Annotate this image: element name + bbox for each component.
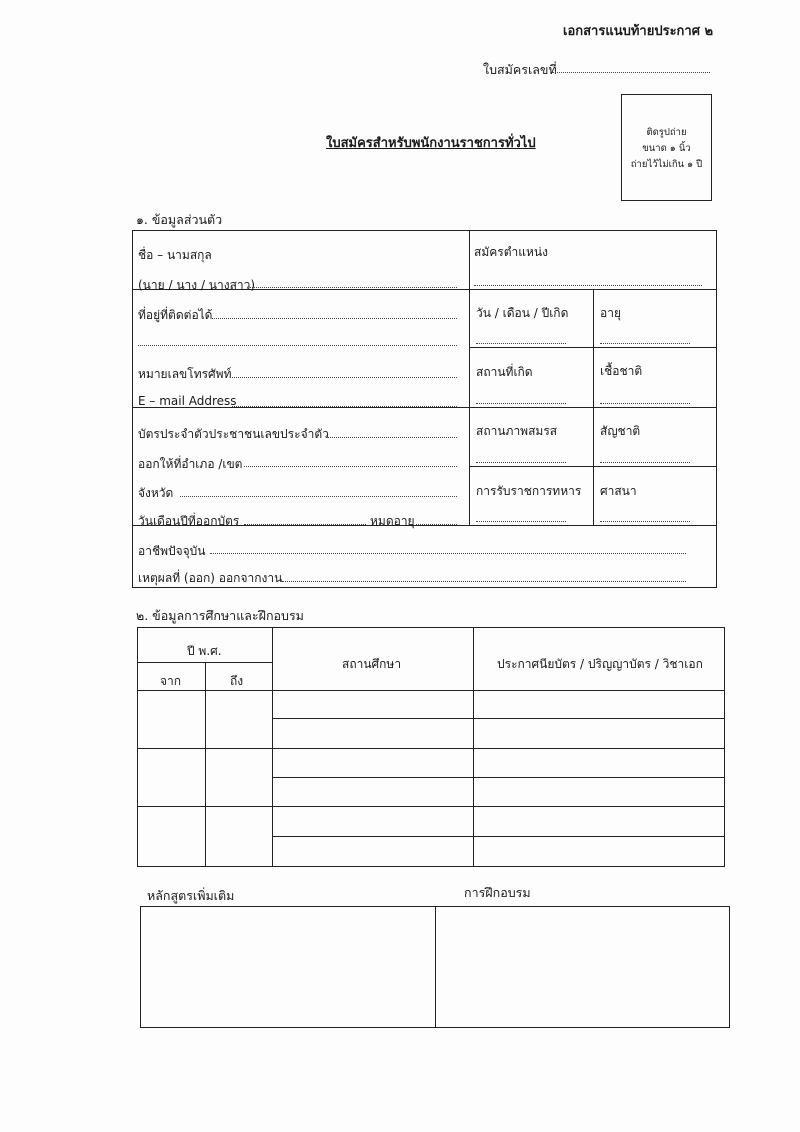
year-header: ปี พ.ศ. [187,644,222,658]
religion-field[interactable] [600,521,690,522]
age-label: อายุ [600,306,621,320]
id-card-label: บัตรประจำตัวประชาชนเลขประจำตัว [138,427,329,441]
nationality-label: สัญชาติ [600,424,641,438]
military-service-field[interactable] [476,521,566,522]
ethnicity-field[interactable] [600,403,690,404]
divider [205,662,206,867]
phone-label: หมายเลขโทรศัพท์ [138,367,232,381]
degree-header: ประกาศนียบัตร / ปริญญาบัตร / วิชาเอก [497,657,703,671]
province-field[interactable] [180,496,457,497]
id-card-field[interactable] [326,437,457,438]
extra-courses-field[interactable] [142,908,433,1026]
training-label: การฝึกอบรม [464,885,531,900]
divider [593,289,594,525]
address-field-1[interactable] [212,318,457,319]
leave-reason-label: เหตุผลที่ (ออก) ออกจากงาน [138,571,283,585]
name-label: ชื่อ – นามสกุล [138,248,212,262]
divider [272,836,725,837]
province-label: จังหวัด [138,486,174,500]
birth-date-label: วัน / เดือน / ปีเกิด [476,306,569,320]
divider [469,230,470,525]
email-label: E – mail Address [138,394,237,408]
position-field[interactable] [474,285,702,286]
birth-date-field[interactable] [476,343,566,344]
photo-note-line1: ติดรูปถ่าย [646,127,687,138]
section1-heading: ๑. ข้อมูลส่วนตัว [136,212,223,227]
divider [137,806,725,807]
expiry-field[interactable] [416,524,457,525]
email-field[interactable] [232,406,457,407]
name-field[interactable] [250,287,457,288]
divider [137,690,725,691]
divider [272,718,725,719]
application-number-label: ใบสมัครเลขที่ [483,62,557,77]
title-options-label: (นาย / นาง / นางสาว) [138,278,256,292]
address-field-2[interactable] [138,345,457,346]
address-label: ที่อยู่ที่ติดต่อได้ [138,308,213,322]
from-header: จาก [160,674,182,688]
section2-heading: ๒. ข้อมูลการศึกษาและฝึกอบรม [136,608,304,623]
form-title: ใบสมัครสำหรับพนักงานราชการทั่วไป [326,136,536,151]
phone-field[interactable] [230,377,457,378]
divider [435,906,436,1028]
issued-district-label: ออกให้ที่อำเภอ /เขต [138,457,243,471]
application-number-field[interactable] [552,72,710,73]
nationality-field[interactable] [600,462,690,463]
religion-label: ศาสนา [600,484,637,498]
photo-placeholder[interactable] [621,94,712,201]
training-field[interactable] [437,908,728,1026]
expiry-label: หมดอายุ [370,514,415,528]
issued-district-field[interactable] [244,466,457,467]
extra-courses-label: หลักสูตรเพิ่มเติม [147,888,235,903]
divider [137,662,272,663]
leave-reason-field[interactable] [282,581,686,582]
divider [272,627,273,867]
occupation-label: อาชีพปัจจุบัน [138,544,206,558]
issue-date-label: วันเดือนปีที่ออกบัตร [138,514,240,528]
occupation-field[interactable] [210,553,686,554]
position-label: สมัครตำแหน่ง [474,245,548,259]
divider [473,627,474,867]
ethnicity-label: เชื้อชาติ [600,364,643,378]
birthplace-label: สถานที่เกิด [476,365,533,379]
military-service-label: การรับราชการทหาร [476,484,582,498]
marital-status-field[interactable] [476,462,566,463]
issue-date-field[interactable] [244,524,366,525]
photo-note-line3: ถ่ายไว้ไม่เกิน ๑ ปี [630,159,703,170]
photo-note-line2: ขนาด ๑ นิ้ว [642,143,691,154]
institution-header: สถานศึกษา [342,657,402,671]
marital-status-label: สถานภาพสมรส [476,424,558,438]
divider [272,777,725,778]
to-header: ถึง [230,674,244,688]
divider [137,748,725,749]
attachment-note: เอกสารแนบท้ายประกาศ ๒ [563,24,714,39]
age-field[interactable] [600,343,690,344]
birthplace-field[interactable] [476,403,566,404]
